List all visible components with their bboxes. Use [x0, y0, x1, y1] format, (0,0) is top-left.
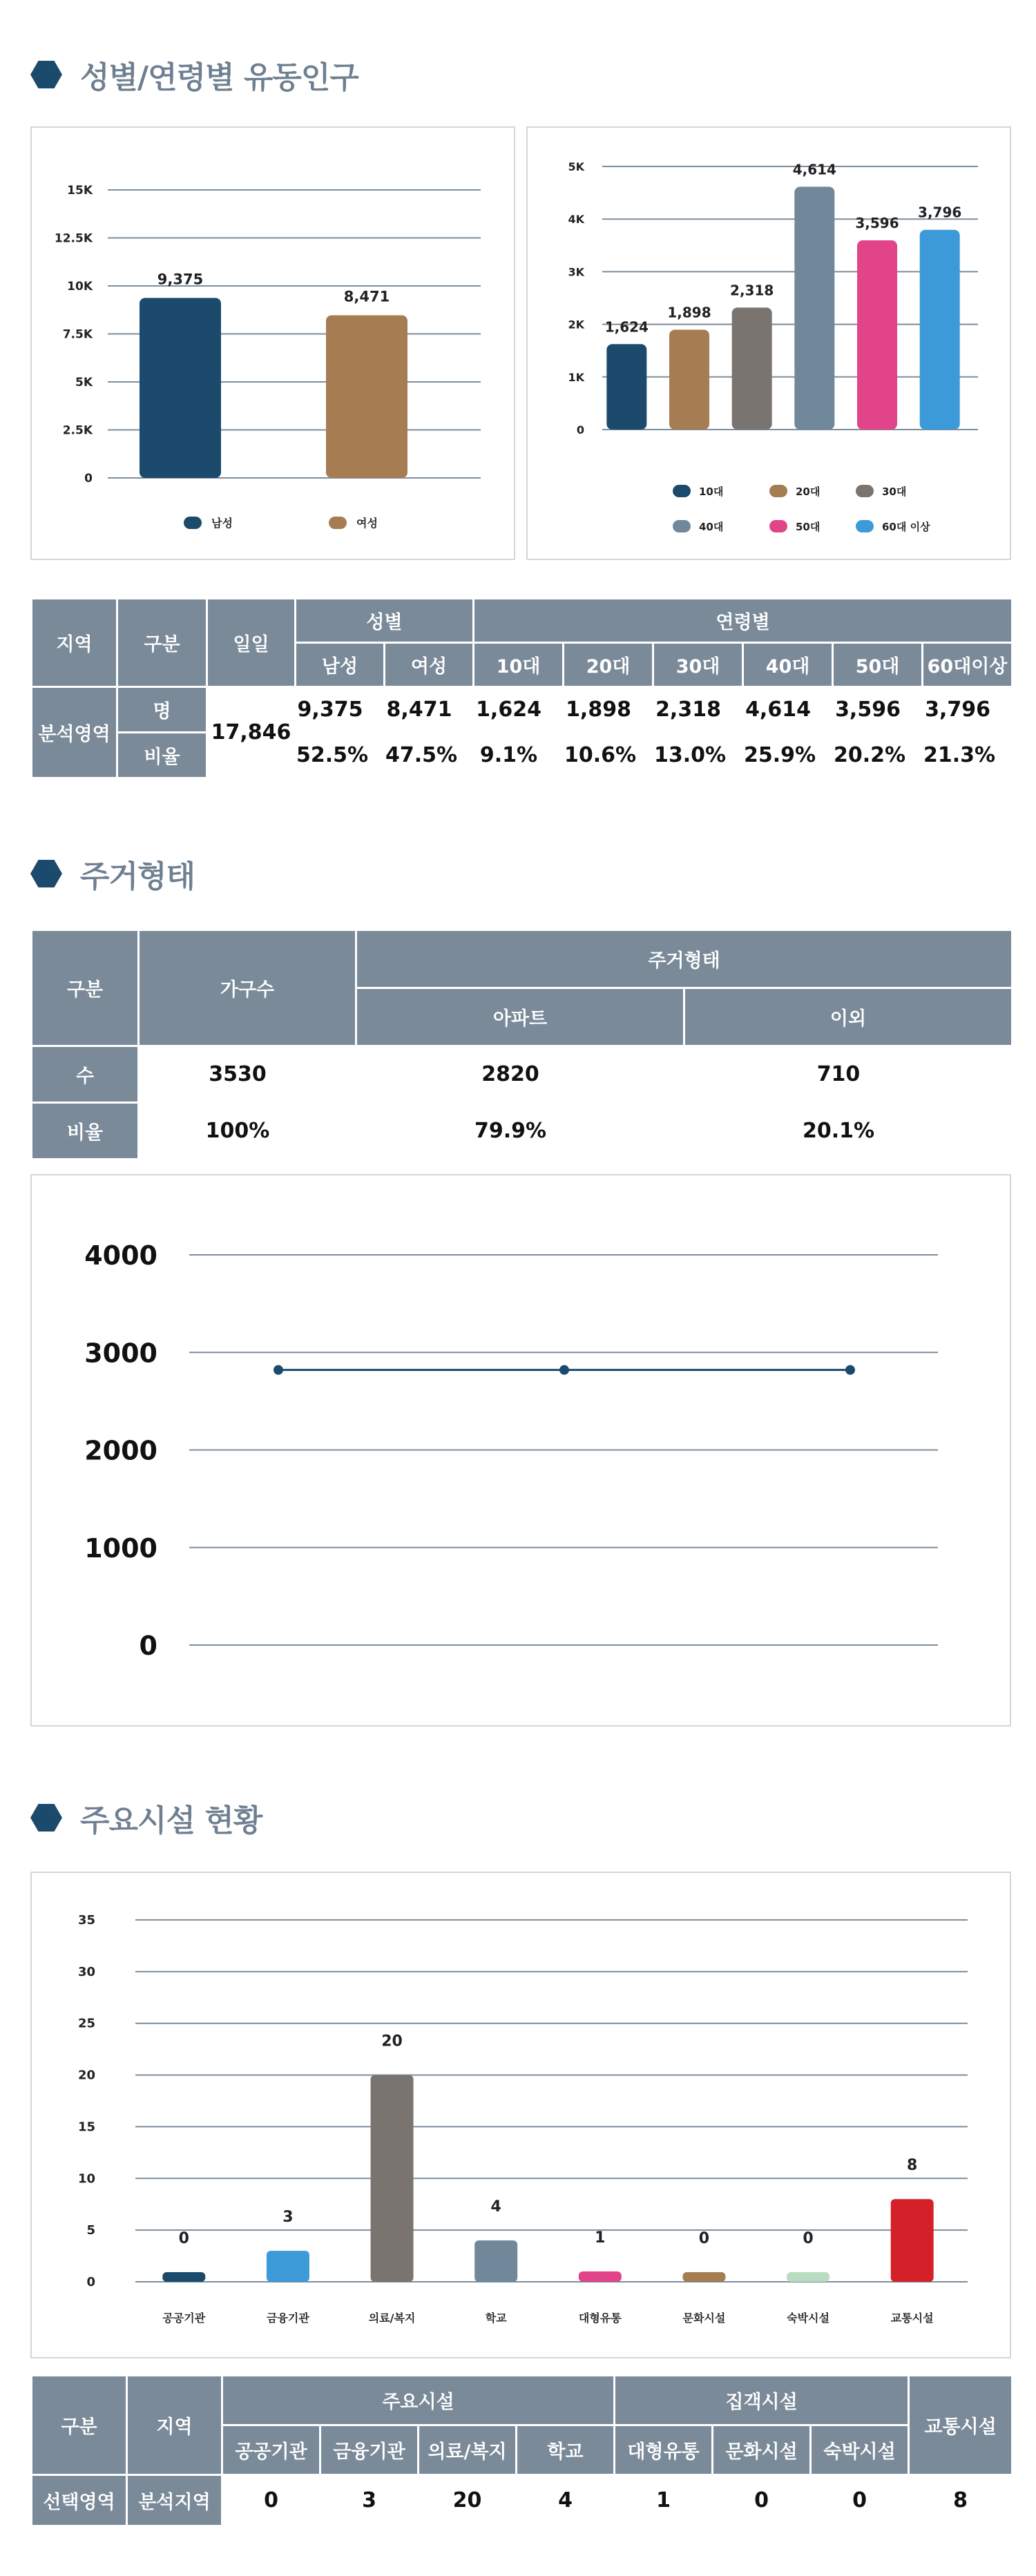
y-tick-label: 4K: [568, 213, 584, 227]
y-tick-label: 5: [86, 2223, 95, 2238]
age-bar-chart: [528, 128, 1013, 561]
section-title-text: 주거형태: [80, 859, 195, 894]
y-tick-label: 30: [77, 1964, 95, 1979]
legend-marker: [673, 520, 691, 532]
legend-marker: [184, 517, 202, 529]
gender-bar-chart: [32, 128, 517, 561]
cell-ratio-10s: 9.1%: [474, 733, 564, 778]
header-gathering-facilities: 집객시설: [615, 2376, 909, 2425]
row-label-ratio: 비율: [32, 1103, 139, 1160]
header-gender: 성별: [296, 599, 474, 643]
y-tick-label: 35: [77, 1913, 95, 1928]
y-tick-label: 0: [576, 423, 584, 436]
data-point: [274, 1365, 283, 1375]
cell-count-20s: 1,898: [564, 687, 653, 733]
bar: [920, 230, 960, 430]
bar: [732, 307, 772, 430]
cell-school: 4: [517, 2475, 615, 2526]
section-title-floating-population: [30, 54, 358, 95]
header-main-facilities: 주요시설: [222, 2376, 615, 2425]
data-label: 1,898: [667, 304, 711, 321]
data-label: 8,471: [343, 288, 390, 305]
subheader-10s: 10대: [474, 643, 564, 687]
y-tick-label: 5K: [568, 160, 584, 173]
facilities-bar-chart: [32, 1873, 1013, 2360]
data-label: 9,375: [157, 271, 204, 288]
data-label: 4,614: [792, 161, 836, 178]
data-label: 3,796: [918, 204, 962, 221]
age-chart-panel: [526, 126, 1011, 560]
y-tick-label: 0: [139, 1631, 157, 1661]
housing-chart-panel: [30, 1174, 1011, 1727]
gender-chart-panel: [30, 126, 515, 560]
bar: [857, 240, 897, 430]
bar: [682, 2272, 725, 2282]
header-gubun: 구분: [117, 599, 207, 687]
y-tick-label: 1K: [568, 370, 584, 384]
cell-apartment-ratio: 79.9%: [356, 1103, 684, 1160]
x-tick-label: 공공기관: [162, 2311, 206, 2325]
subheader-male: 남성: [296, 643, 385, 687]
y-tick-label: 2K: [568, 318, 584, 331]
y-tick-label: 20: [77, 2068, 95, 2083]
subheader-lodging: 숙박시설: [811, 2425, 909, 2475]
legend-marker: [329, 517, 347, 529]
y-tick-label: 0: [84, 472, 93, 486]
cell-ratio-20s: 10.6%: [564, 733, 653, 778]
row-label-selected: 선택영역: [32, 2475, 127, 2526]
facilities-table: [30, 2374, 1013, 2527]
cell-medical: 20: [419, 2475, 517, 2526]
data-label: 1: [595, 2229, 606, 2247]
subheader-60s: 60대이상: [923, 643, 1013, 687]
legend-marker: [856, 485, 874, 497]
y-tick-label: 4000: [84, 1240, 157, 1271]
header-gubun: 구분: [32, 2376, 127, 2475]
data-label: 1,624: [604, 318, 649, 336]
header-transport: 교통시설: [909, 2376, 1013, 2475]
cell-finance: 3: [320, 2475, 419, 2526]
y-tick-label: 10K: [67, 280, 93, 294]
y-tick-label: 7.5K: [62, 327, 93, 342]
x-tick-label: 숙박시설: [787, 2311, 829, 2325]
bar: [669, 329, 709, 430]
legend-label: 남성: [211, 517, 233, 530]
facilities-chart-panel: [30, 1872, 1011, 2358]
section-title-text: 성별/연령별 유동인구: [80, 60, 358, 95]
y-tick-label: 15: [77, 2120, 95, 2135]
cell-culture: 0: [713, 2475, 811, 2526]
cell-count-10s: 1,624: [474, 687, 564, 733]
row-label-count: 수: [32, 1046, 139, 1103]
cell-count-50s: 3,596: [833, 687, 923, 733]
y-tick-label: 12.5K: [54, 231, 93, 246]
cell-apartment-count: 2820: [356, 1046, 684, 1103]
data-label: 20: [381, 2032, 403, 2050]
subheader-40s: 40대: [743, 643, 833, 687]
data-label: 8: [907, 2157, 918, 2175]
cell-ratio-60s: 21.3%: [923, 733, 1013, 778]
daily-value: 17,846: [207, 687, 296, 778]
cell-count-female: 8,471: [385, 687, 474, 733]
legend-label: 30대: [882, 486, 907, 498]
row-label-count: 명: [117, 687, 207, 733]
x-tick-label: 문화시설: [682, 2311, 726, 2325]
legend-label: 50대: [796, 521, 821, 533]
y-tick-label: 0: [86, 2275, 95, 2289]
data-point: [559, 1365, 569, 1375]
cell-households-count: 3530: [139, 1046, 356, 1103]
bar: [371, 2075, 414, 2282]
cell-ratio-male: 52.5%: [296, 733, 385, 778]
cell-count-male: 9,375: [296, 687, 385, 733]
cell-count-60s: 3,796: [923, 687, 1013, 733]
bar: [162, 2272, 205, 2282]
bar: [606, 344, 646, 430]
legend-label: 20대: [796, 486, 821, 498]
bar: [891, 2199, 934, 2282]
x-tick-label: 교통시설: [890, 2311, 934, 2325]
section-title-housing: [30, 853, 195, 894]
cell-public: 0: [222, 2475, 320, 2526]
subheader-other: 이외: [684, 988, 1013, 1046]
legend-label: 60대 이상: [882, 521, 930, 533]
header-age: 연령별: [474, 599, 1013, 643]
y-tick-label: 3K: [568, 265, 584, 279]
legend-label: 여성: [356, 517, 378, 530]
subheader-30s: 30대: [653, 643, 743, 687]
population-table: [30, 597, 1013, 779]
section-title-facilities: [30, 1797, 262, 1838]
housing-table: [30, 929, 1013, 1160]
header-daily: 일일: [207, 599, 296, 687]
subheader-retail: 대형유통: [615, 2425, 713, 2475]
row-region: 분석영역: [32, 687, 117, 778]
data-label: 0: [178, 2230, 189, 2247]
x-tick-label: 의료/복지: [368, 2311, 416, 2325]
data-label: 3: [282, 2209, 294, 2227]
hexagon-icon: [30, 860, 62, 887]
cell-ratio-50s: 20.2%: [833, 733, 923, 778]
section-title-text: 주요시설 현황: [80, 1803, 262, 1838]
data-label: 0: [698, 2230, 710, 2247]
bar: [787, 2272, 829, 2282]
subheader-public: 공공기관: [222, 2425, 320, 2475]
cell-count-30s: 2,318: [653, 687, 743, 733]
cell-ratio-female: 47.5%: [385, 733, 474, 778]
x-tick-label: 대형유통: [578, 2311, 622, 2325]
y-tick-label: 15K: [67, 184, 93, 198]
data-label: 0: [803, 2230, 814, 2247]
y-tick-label: 2.5K: [62, 423, 93, 438]
legend-label: 40대: [699, 521, 724, 533]
header-region: 지역: [127, 2376, 222, 2475]
legend-marker: [673, 485, 691, 497]
header-gubun: 구분: [32, 930, 139, 1046]
y-tick-label: 2000: [84, 1435, 157, 1466]
x-tick-label: 학교: [485, 2311, 507, 2325]
subheader-20s: 20대: [564, 643, 653, 687]
cell-transport: 8: [909, 2475, 1013, 2526]
y-tick-label: 25: [77, 2016, 95, 2031]
legend-label: 10대: [699, 486, 724, 498]
row-label-region: 분석지역: [127, 2475, 222, 2526]
data-label: 2,318: [730, 282, 774, 299]
legend-marker: [769, 485, 787, 497]
bar: [267, 2251, 309, 2282]
cell-other-ratio: 20.1%: [684, 1103, 1013, 1160]
cell-other-count: 710: [684, 1046, 1013, 1103]
bar: [140, 298, 221, 478]
bar: [474, 2240, 517, 2282]
cell-ratio-30s: 13.0%: [653, 733, 743, 778]
subheader-finance: 금융기관: [320, 2425, 419, 2475]
hexagon-icon: [30, 1804, 62, 1832]
subheader-50s: 50대: [833, 643, 923, 687]
cell-retail: 1: [615, 2475, 713, 2526]
subheader-female: 여성: [385, 643, 474, 687]
y-tick-label: 10: [77, 2171, 95, 2186]
data-point: [845, 1365, 855, 1375]
row-label-ratio: 비율: [117, 733, 207, 778]
bar: [579, 2271, 622, 2282]
subheader-apartment: 아파트: [356, 988, 684, 1046]
cell-ratio-40s: 25.9%: [743, 733, 833, 778]
header-region: 지역: [32, 599, 117, 687]
y-tick-label: 3000: [84, 1338, 157, 1369]
x-tick-label: 금융기관: [267, 2311, 309, 2325]
header-households: 가구수: [139, 930, 356, 1046]
cell-count-40s: 4,614: [743, 687, 833, 733]
subheader-medical: 의료/복지: [419, 2425, 517, 2475]
cell-households-ratio: 100%: [139, 1103, 356, 1160]
data-label: 4: [490, 2198, 501, 2216]
bar: [326, 316, 407, 478]
data-label: 3,596: [855, 214, 899, 231]
legend-marker: [856, 520, 874, 532]
header-housing-type: 주거형태: [356, 930, 1013, 988]
bar: [794, 186, 834, 430]
cell-lodging: 0: [811, 2475, 909, 2526]
housing-line-chart: [32, 1175, 1013, 1728]
y-tick-label: 5K: [75, 376, 93, 390]
y-tick-label: 1000: [84, 1532, 157, 1564]
subheader-school: 학교: [517, 2425, 615, 2475]
legend-marker: [769, 520, 787, 532]
subheader-culture: 문화시설: [713, 2425, 811, 2475]
hexagon-icon: [30, 61, 62, 88]
